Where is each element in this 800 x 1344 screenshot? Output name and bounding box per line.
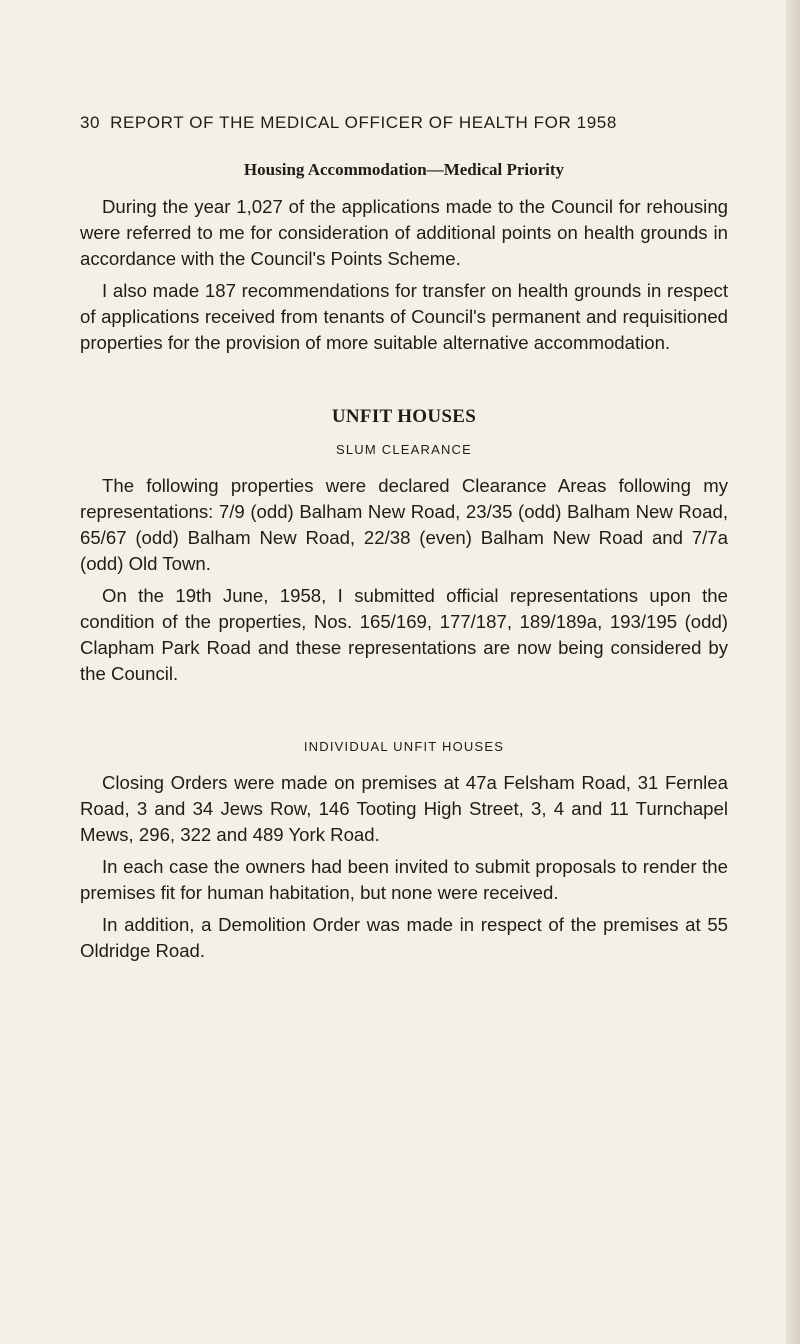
individual-unfit-paragraph: In each case the owners had been invited to submit proposals to render the premises fit for human habitation, but none were received.: [80, 856, 728, 903]
running-head-title: REPORT OF THE MEDICAL OFFICER OF HEALTH FOR 1958: [110, 113, 617, 132]
individual-unfit-paragraph: Closing Orders were made on premises at 47a Felsham Road, 31 Fernlea Road, 3 and 34 Jews Row, 146 Tooting High Street, 3, 4 and 11 Turnchapel Mews, 296, 322 and 489 York Road.: [80, 772, 728, 845]
slum-clearance-paragraph: On the 19th June, 1958, I submitted official representations upon the condition of the properties, Nos. 165/169, 177/187, 189/189a, 193/195 (odd) Clapham Park Road and these representations are now being considered by the Council.: [80, 585, 728, 684]
running-head: [80, 112, 728, 134]
document-page: [80, 112, 728, 970]
slum-clearance-heading: SLUM CLEARANCE: [336, 442, 472, 457]
slum-clearance-paragraph: The following properties were declared Clearance Areas following my representations: 7/9 (odd) Balham New Road, 23/35 (odd) Balham New Road, 65/67 (odd) Balham New Road, 22/38 (even) Balham New Road and 7/7a (odd) Old Town.: [80, 475, 728, 574]
page-number: 30: [80, 113, 101, 132]
housing-paragraph: I also made 187 recommendations for transfer on health grounds in respect of applications received from tenants of Council's permanent and requisitioned properties for the provision of more suitable alternative accommodation.: [80, 280, 728, 353]
individual-unfit-paragraph: In addition, a Demolition Order was made in respect of the premises at 55 Oldridge Road.: [80, 914, 728, 961]
unfit-houses-heading: UNFIT HOUSES: [331, 406, 477, 427]
page-edge-shadow: [786, 0, 800, 1344]
housing-paragraph: During the year 1,027 of the applications made to the Council for rehousing were referred to me for consideration of additional points on health grounds in accordance with the Council's Points Scheme.: [80, 196, 728, 269]
individual-unfit-houses-heading: INDIVIDUAL UNFIT HOUSES: [303, 739, 505, 754]
housing-heading: Housing Accommodation—Medical Priority: [243, 160, 565, 179]
